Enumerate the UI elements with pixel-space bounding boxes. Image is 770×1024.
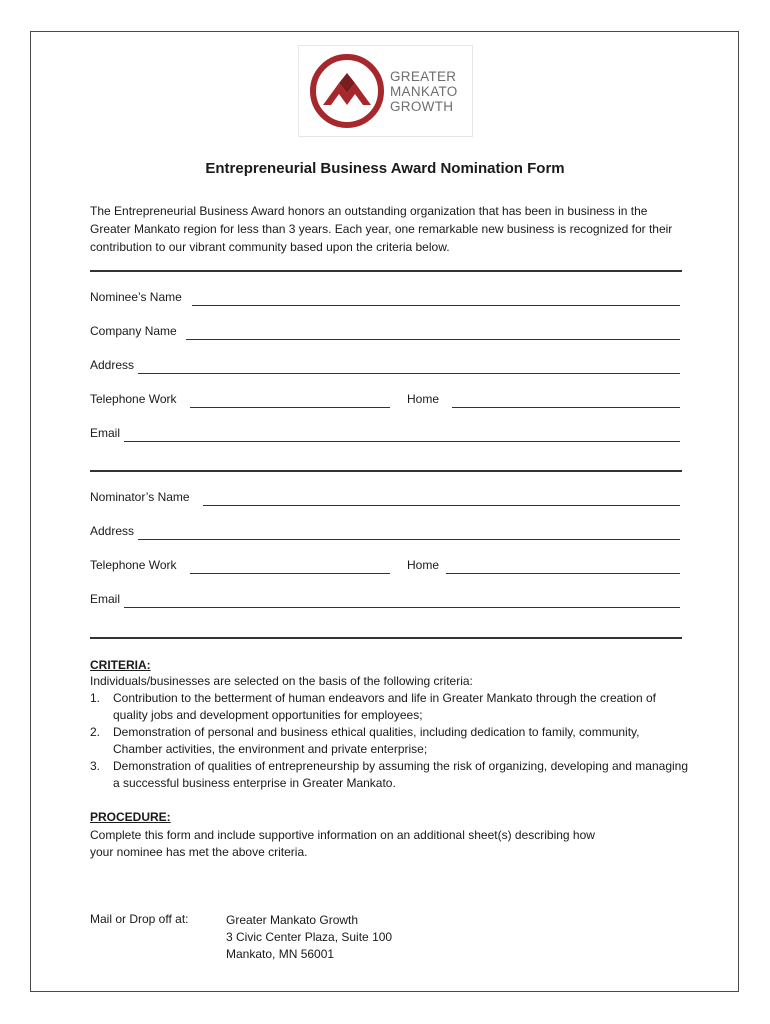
section-divider (90, 637, 682, 639)
nominee-email-input-line[interactable] (124, 441, 680, 442)
company-name-input-line[interactable] (186, 339, 680, 340)
nominator-email-label: Email (90, 592, 121, 606)
criteria-item-number: 1. (90, 691, 101, 705)
nominator-name-input-line[interactable] (203, 505, 680, 506)
mail-org: Greater Mankato Growth (226, 913, 359, 927)
criteria-item-number: 2. (90, 725, 101, 739)
section-divider (90, 270, 682, 272)
nominator-email-input-line[interactable] (124, 607, 680, 608)
nominee-phone-field[interactable] (90, 392, 680, 408)
criteria-item-text: Demonstration of personal and business ethical qualities, including dedication to family, community, Chamber activities, the environment and private enterprise; (113, 725, 640, 756)
mountain-logo-icon (309, 53, 385, 129)
nominee-name-field[interactable] (90, 290, 680, 306)
nominator-phone-work-input-line[interactable] (190, 573, 390, 574)
criteria-heading: CRITERIA: (90, 658, 151, 672)
nominator-email-field[interactable] (90, 592, 680, 608)
logo-line-1: GREATER (390, 69, 457, 84)
nominator-address-input-line[interactable] (138, 539, 680, 540)
nominee-phone-work-input-line[interactable] (190, 407, 390, 408)
mail-street: 3 Civic Center Plaza, Suite 100 (226, 930, 393, 944)
organization-logo (298, 45, 473, 137)
logo-wordmark (390, 69, 458, 114)
nominator-phone-home-label: Home (407, 558, 440, 572)
nominee-phone-home-label: Home (407, 392, 440, 406)
nominee-name-label: Nominee’s Name (90, 290, 182, 304)
logo-line-2: MANKATO (390, 84, 458, 99)
criteria-item (90, 724, 690, 758)
nominator-phone-home-input-line[interactable] (446, 573, 680, 574)
nominee-address-label: Address (90, 358, 135, 372)
company-name-label: Company Name (90, 324, 177, 338)
nominee-phone-work-label: Telephone Work (90, 392, 177, 406)
mail-label: Mail or Drop off at: (90, 912, 189, 926)
mail-city: Mankato, MN 56001 (226, 947, 335, 961)
criteria-intro: Individuals/businesses are selected on the basis of the following criteria: (90, 674, 473, 688)
procedure-line-1: Complete this form and include supportive information on an additional sheet(s) describing how (90, 828, 595, 842)
criteria-item-text: Demonstration of qualities of entrepreneurship by assuming the risk of organizing, developing and managing a successful business enterprise in Greater Mankato. (113, 759, 689, 790)
nominator-address-field[interactable] (90, 524, 680, 540)
nominator-phone-work-label: Telephone Work (90, 558, 177, 572)
nominee-address-field[interactable] (90, 358, 680, 374)
nominee-address-input-line[interactable] (138, 373, 680, 374)
nominator-name-field[interactable] (90, 490, 680, 506)
nominee-name-input-line[interactable] (192, 305, 680, 306)
nominee-phone-home-input-line[interactable] (452, 407, 680, 408)
criteria-item-number: 3. (90, 759, 101, 773)
criteria-item-text: Contribution to the betterment of human endeavors and life in Greater Mankato through the creation of quality jobs and development opportunities for employees; (113, 691, 656, 722)
nominator-name-label: Nominator’s Name (90, 490, 190, 504)
form-title: Entrepreneurial Business Award Nomination Form (205, 160, 565, 177)
company-name-field[interactable] (90, 324, 680, 340)
nominator-phone-field[interactable] (90, 558, 680, 574)
nominee-email-label: Email (90, 426, 121, 440)
procedure-line-2: your nominee has met the above criteria. (90, 845, 308, 859)
section-divider (90, 470, 682, 472)
criteria-item (90, 690, 690, 724)
nominee-email-field[interactable] (90, 426, 680, 442)
criteria-item (90, 758, 690, 792)
nominator-address-label: Address (90, 524, 135, 538)
logo-line-3: GROWTH (390, 99, 454, 114)
criteria-list (90, 690, 690, 792)
procedure-heading: PROCEDURE: (90, 810, 171, 824)
mail-address (226, 912, 392, 963)
intro-paragraph: The Entrepreneurial Business Award honors an outstanding organization that has been in business in the Greater Mankato region for less than 3 years. Each year, one remarkable new business is recognized for their contribution to our vibrant community based upon the criteria below. (90, 204, 673, 254)
